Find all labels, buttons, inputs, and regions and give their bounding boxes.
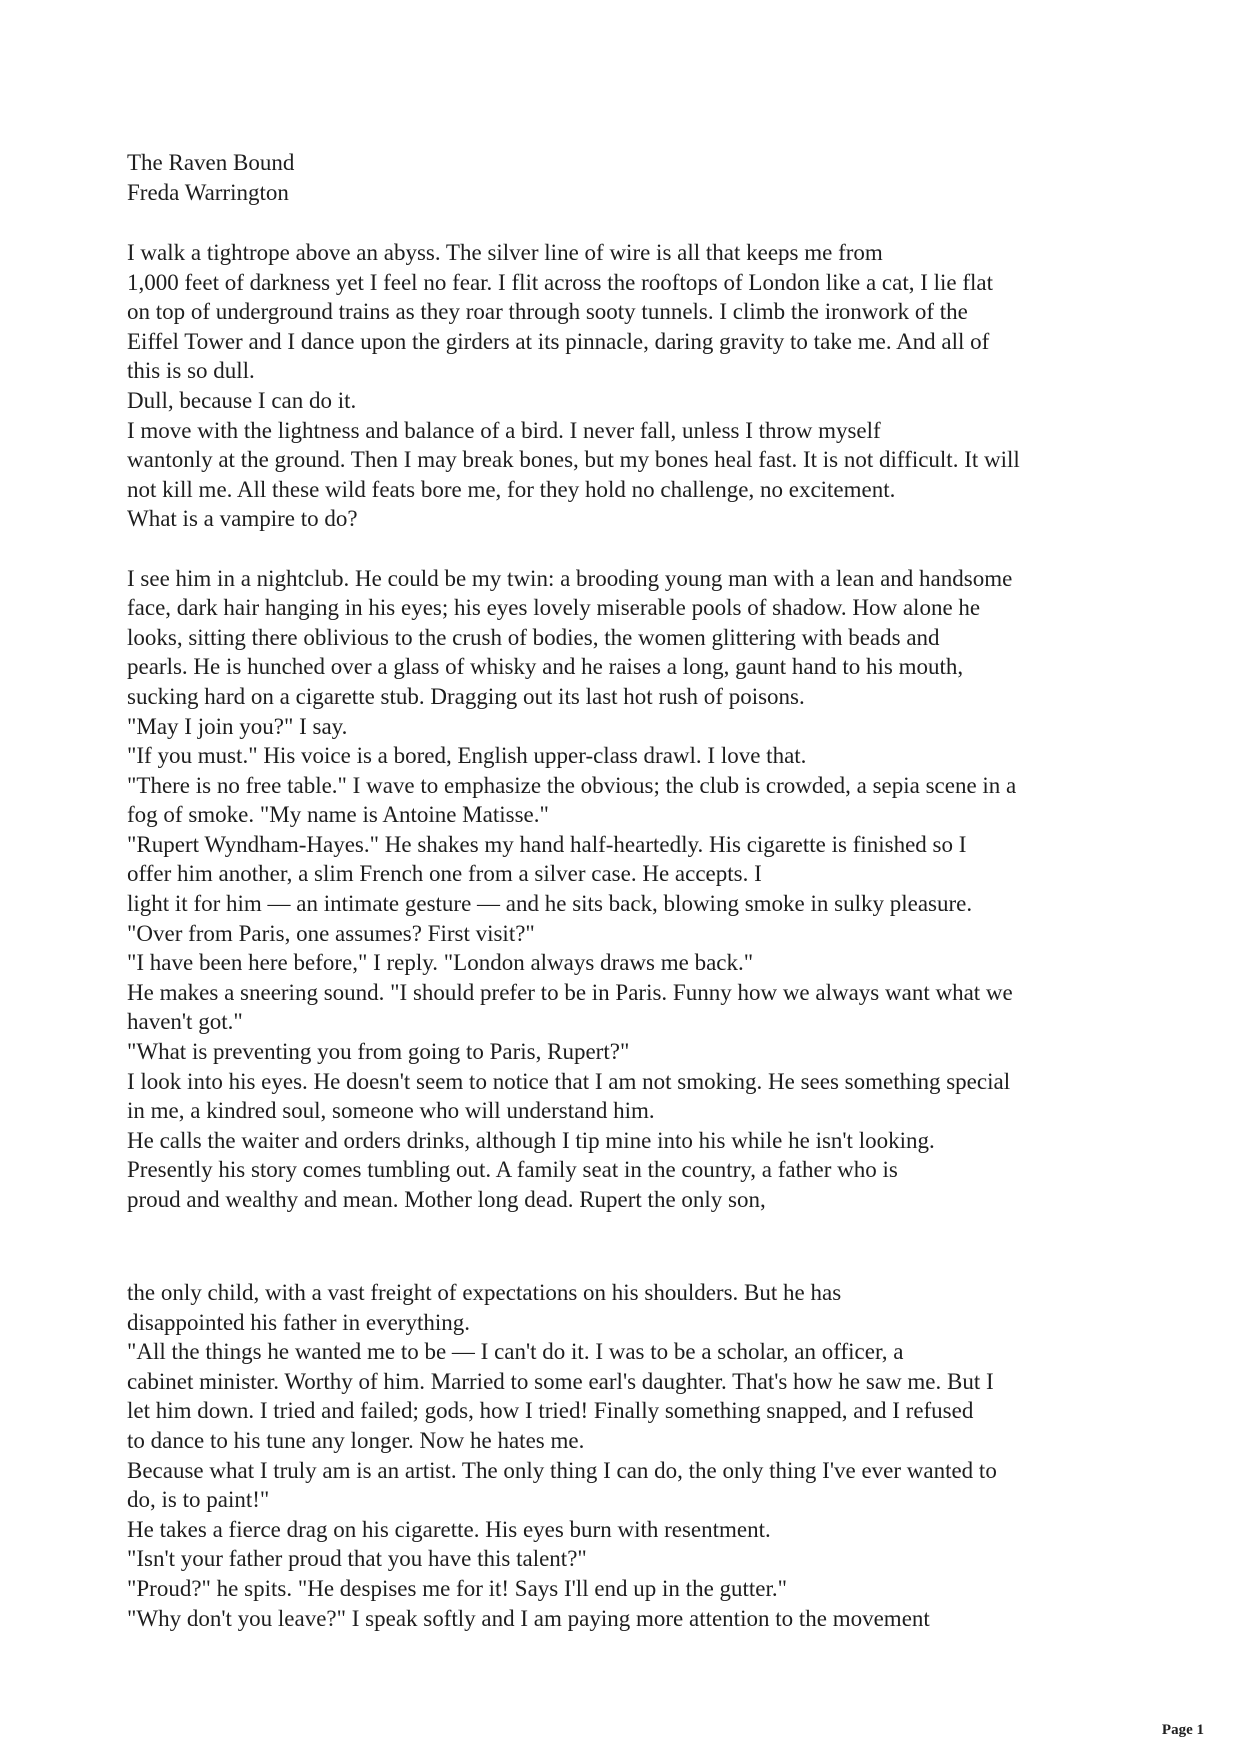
text-line: not kill me. All these wild feats bore me, for they hold no challenge, no excitement. bbox=[127, 476, 896, 502]
text-line: to dance to his tune any longer. Now he hates me. bbox=[127, 1427, 585, 1453]
text-line: "May I join you?" I say. bbox=[127, 713, 348, 739]
text-line: He calls the waiter and orders drinks, although I tip mine into his while he isn't looking. bbox=[127, 1127, 935, 1153]
text-line: "Proud?" he spits. "He despises me for it! Says I'll end up in the gutter." bbox=[127, 1575, 788, 1601]
text-line: looks, sitting there oblivious to the crush of bodies, the women glittering with beads and bbox=[127, 624, 940, 650]
story-title: The Raven Bound bbox=[127, 150, 295, 175]
paragraph-group-1 bbox=[127, 238, 1115, 534]
text-line: "If you must." His voice is a bored, English upper-class drawl. I love that. bbox=[127, 743, 807, 769]
text-line: I walk a tightrope above an abyss. The silver line of wire is all that keeps me from bbox=[127, 240, 883, 265]
text-line: the only child, with a vast freight of expectations on his shoulders. But he has bbox=[127, 1280, 842, 1305]
text-line: Dull, because I can do it. bbox=[127, 387, 357, 413]
text-line: "Why don't you leave?" I speak softly and I am paying more attention to the movement bbox=[127, 1605, 930, 1631]
story-body-bottom bbox=[127, 1278, 1115, 1633]
paragraph-group-2 bbox=[127, 564, 1115, 1215]
text-line: "I have been here before," I reply. "London always draws me back." bbox=[127, 950, 754, 976]
text-line: He takes a fierce drag on his cigarette. His eyes burn with resentment. bbox=[127, 1516, 771, 1542]
text-line: proud and wealthy and mean. Mother long dead. Rupert the only son, bbox=[127, 1187, 766, 1212]
text-line: in me, a kindred soul, someone who will understand him. bbox=[127, 1098, 655, 1124]
text-line: on top of underground trains as they roar through sooty tunnels. I climb the ironwork of the bbox=[127, 299, 968, 325]
text-line: sucking hard on a cigarette stub. Dragging out its last hot rush of poisons. bbox=[127, 683, 805, 709]
text-line: offer him another, a slim French one from a silver case. He accepts. I bbox=[127, 861, 762, 887]
text-line: "Isn't your father proud that you have this talent?" bbox=[127, 1546, 587, 1572]
text-line: "What is preventing you from going to Paris, Rupert?" bbox=[127, 1039, 630, 1065]
text-line: Because what I truly am is an artist. The only thing I can do, the only thing I've ever wanted to bbox=[127, 1457, 997, 1483]
text-line: What is a vampire to do? bbox=[127, 506, 358, 532]
text-line: Presently his story comes tumbling out. A family seat in the country, a father who is bbox=[127, 1157, 898, 1183]
paragraph-gap bbox=[127, 534, 1115, 564]
text-line: Eiffel Tower and I dance upon the girders at its pinnacle, daring gravity to take me. And all of bbox=[127, 328, 990, 354]
document-header bbox=[127, 148, 1115, 207]
text-line: cabinet minister. Worthy of him. Married to some earl's daughter. That's how he saw me. But I bbox=[127, 1368, 994, 1394]
text-line: "Over from Paris, one assumes? First visit?" bbox=[127, 920, 535, 946]
text-line: "Rupert Wyndham-Hayes." He shakes my hand half-heartedly. His cigarette is finished so I bbox=[127, 831, 967, 857]
text-line: this is so dull. bbox=[127, 358, 255, 384]
text-line: fog of smoke. "My name is Antoine Matisse." bbox=[127, 802, 549, 828]
text-line: let him down. I tried and failed; gods, how I tried! Finally something snapped, and I refused bbox=[127, 1398, 974, 1424]
text-line: "There is no free table." I wave to emphasize the obvious; the club is crowded, a sepia scene in a bbox=[127, 772, 1017, 798]
text-line: face, dark hair hanging in his eyes; his eyes lovely miserable pools of shadow. How alone he bbox=[127, 595, 981, 621]
page-number: Page 1 bbox=[1161, 1722, 1204, 1738]
story-body-top bbox=[127, 238, 1115, 1215]
text-line: 1,000 feet of darkness yet I feel no fear. I flit across the rooftops of London like a cat, I lie flat bbox=[127, 269, 994, 295]
text-line: I see him in a nightclub. He could be my twin: a brooding young man with a lean and handsome bbox=[127, 565, 1013, 591]
text-line: I look into his eyes. He doesn't seem to notice that I am not smoking. He sees something special bbox=[127, 1068, 1011, 1094]
text-line: wantonly at the ground. Then I may break bones, but my bones heal fast. It is not difficult. It will bbox=[127, 447, 1020, 473]
text-line: haven't got." bbox=[127, 1009, 243, 1035]
text-line: He makes a sneering sound. "I should prefer to be in Paris. Funny how we always want what we bbox=[127, 979, 1013, 1005]
story-author: Freda Warrington bbox=[127, 179, 289, 205]
text-line: "All the things he wanted me to be — I can't do it. I was to be a scholar, an officer, a bbox=[127, 1339, 904, 1365]
text-line: I move with the lightness and balance of a bird. I never fall, unless I throw myself bbox=[127, 417, 881, 443]
text-line: do, is to paint!" bbox=[127, 1487, 270, 1513]
text-line: disappointed his father in everything. bbox=[127, 1309, 471, 1335]
text-line: pearls. He is hunched over a glass of whisky and he raises a long, gaunt hand to his mouth, bbox=[127, 654, 964, 680]
text-line: light it for him — an intimate gesture — and he sits back, blowing smoke in sulky pleasure. bbox=[127, 891, 973, 917]
